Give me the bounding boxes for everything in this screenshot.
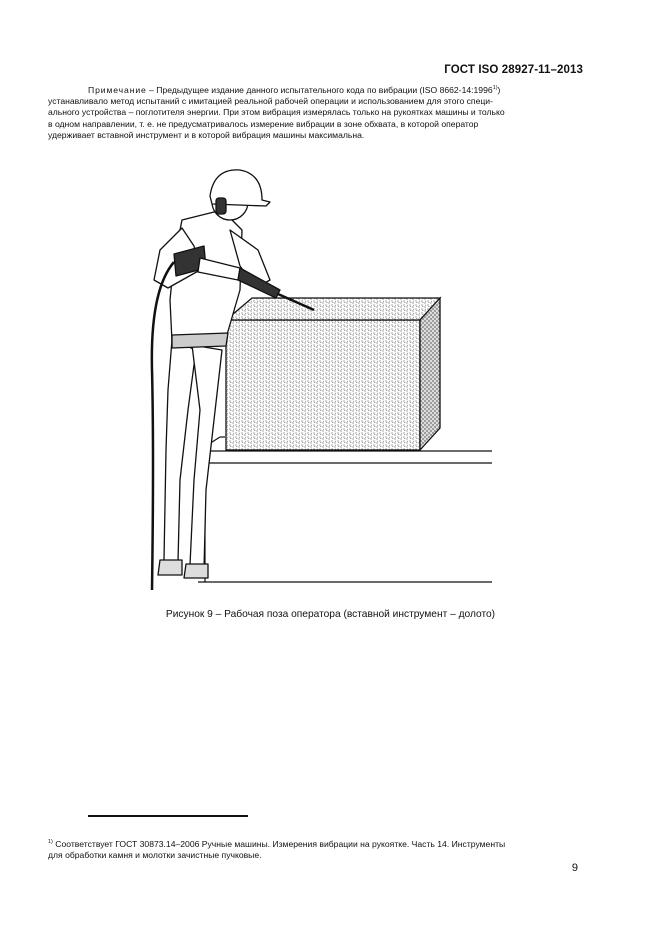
note-line-2: устанавливало метод испытаний с имитацией реальной рабочей операции и использованием для этого специ- <box>48 96 493 107</box>
footnote-text-1: Соответствует ГОСТ 30873.14–2006 Ручные машины. Измерения вибрации на рукоятке. Часть 14. Инструменты <box>52 839 506 849</box>
figure-caption: Рисунок 9 – Рабочая поза оператора (вставной инструмент – долото) <box>165 609 496 620</box>
footnote-separator <box>88 815 248 817</box>
workbench <box>198 437 492 582</box>
note-text-1: – Предыдущее издание данного испытательного кода по вибрации (ISO 8662-14:1996 <box>146 85 493 95</box>
page-number: 9 <box>571 862 578 874</box>
footnote <box>48 839 588 862</box>
note-label: Примечание <box>88 85 147 95</box>
operator-posture-illustration <box>130 150 500 595</box>
note-line-1 <box>48 85 583 96</box>
note-line-4: в одном направлении, т. е. не предусматривалось измерение вибрации в зоне обхвата, в которой оператор <box>48 118 479 129</box>
footnote-mark: 1) <box>48 839 53 845</box>
note-reference-mark: 1) <box>492 85 498 91</box>
note-paragraph <box>48 85 583 141</box>
note-text-1-end: ) <box>497 85 501 95</box>
footnote-line-1 <box>48 839 588 850</box>
note-line-5: удерживает вставной инструмент и в которой вибрация машины максимальна. <box>48 129 365 140</box>
note-line-3: ального устройства – поглотителя энергии. При этом вибрация измерялась только на рукоятках машины и только <box>48 107 505 118</box>
document-header: ГОСТ ISO 28927-11–2013 <box>444 64 583 76</box>
footnote-line-2: для обработки камня и молотки зачистные пучковые. <box>48 850 262 861</box>
stone-block <box>226 298 440 450</box>
